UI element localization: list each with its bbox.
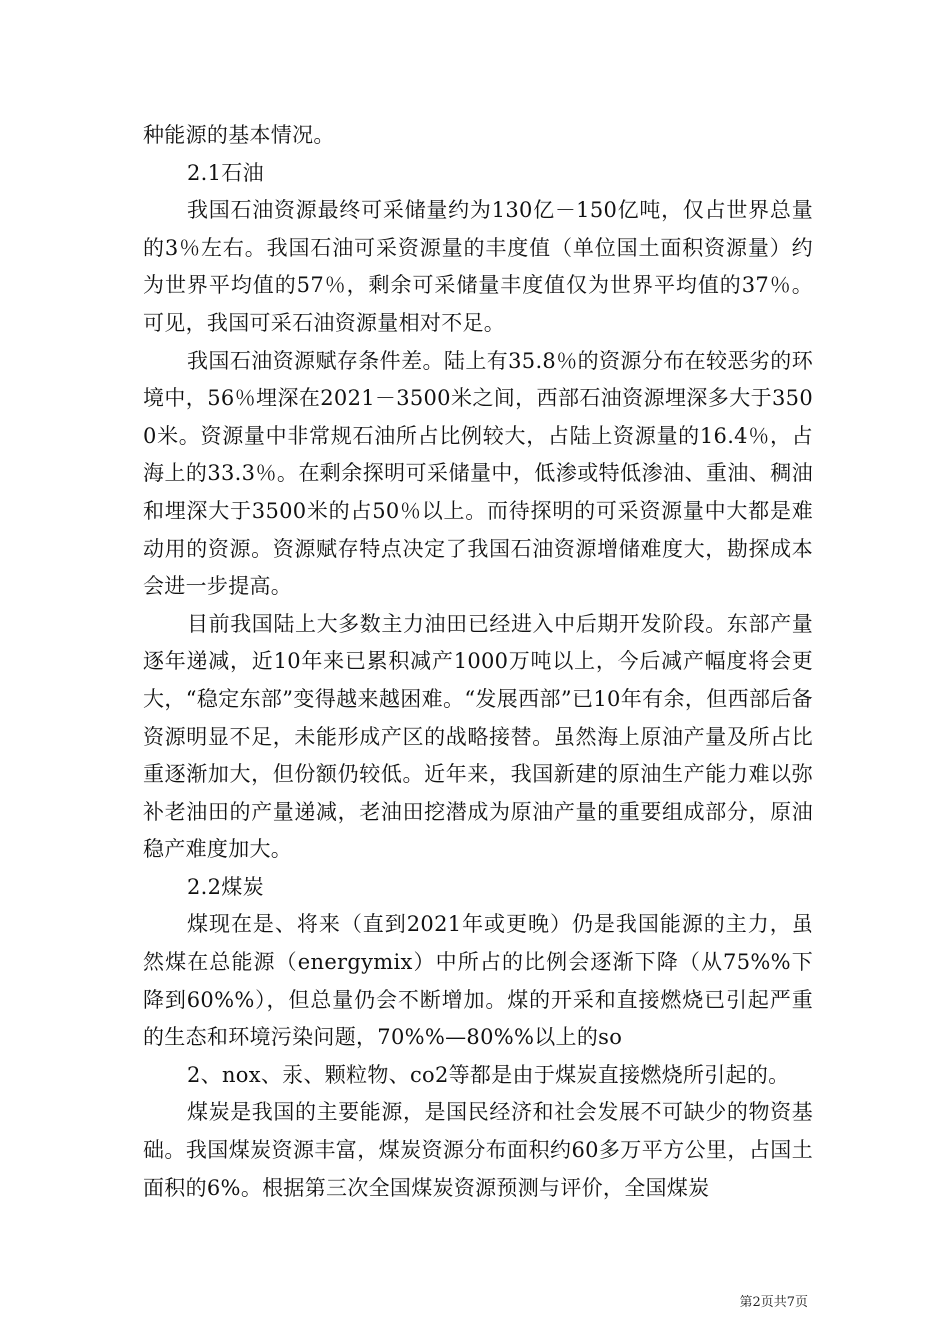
paragraph-coal-main-energy: 煤现在是、将来（直到2021年或更晚）仍是我国能源的主力，虽然煤在总能源（energymix）中所占的比例会逐渐下降（从75%%下降到60%%），但总量仍会不断增加。煤的开采和直接燃烧已引起严重的生态和环境污染问题，70%%—80%%以上的so [143, 912, 813, 1050]
section-heading-coal: 2.2煤炭 [187, 874, 264, 899]
paragraph-petroleum-conditions: 我国石油资源赋存条件差。陆上有35.8％的资源分布在较恶劣的环境中，56％埋深在2021－3500米之间，西部石油资源埋深多大于3500米。资源量中非常规石油所占比例较大，占陆上资源量的16.4％，占海上的33.3％。在剩余探明可采储量中，低渗或特低渗油、重油、稠油和埋深大于3500米的占50％以上。而待探明的可采资源量中大都是难动用的资源。资源赋存特点决定了我国石油资源增储难度大，勘探成本会进一步提高。 [143, 348, 813, 599]
document-body [143, 117, 813, 1207]
paragraph-coal-resources: 煤炭是我国的主要能源，是国民经济和社会发展不可缺少的物资基础。我国煤炭资源丰富，煤炭资源分布面积约60多万平方公里，占国土面积的6%。根据第三次全国煤炭资源预测与评价，全国煤炭 [143, 1100, 813, 1200]
section-heading-petroleum: 2.1石油 [187, 160, 264, 185]
paragraph-coal-pollutants: 2、nox、汞、颗粒物、co2等都是由于煤炭直接燃烧所引起的。 [187, 1062, 790, 1087]
paragraph-petroleum-oilfields: 目前我国陆上大多数主力油田已经进入中后期开发阶段。东部产量逐年递减，近10年来已累积减产1000万吨以上，今后减产幅度将会更大，“稳定东部”变得越来越困难。“发展西部”已10年有余，但西部后备资源明显不足，未能形成产区的战略接替。虽然海上原油产量及所占比重逐渐加大，但份额仍较低。近年来，我国新建的原油生产能力难以弥补老油田的产量递减，老油田挖潜成为原油产量的重要组成部分，原油稳产难度加大。 [143, 611, 813, 862]
page-number-footer: 第2页共7页 [739, 1295, 808, 1310]
paragraph-petroleum-reserves: 我国石油资源最终可采储量约为130亿－150亿吨，仅占世界总量的3％左右。我国石油可采资源量的丰度值（单位国土面积资源量）约为世界平均值的57％，剩余可采储量丰度值仅为世界平均值的37％。可见，我国可采石油资源量相对不足。 [143, 198, 813, 335]
paragraph-intro-tail: 种能源的基本情况。 [143, 123, 335, 147]
